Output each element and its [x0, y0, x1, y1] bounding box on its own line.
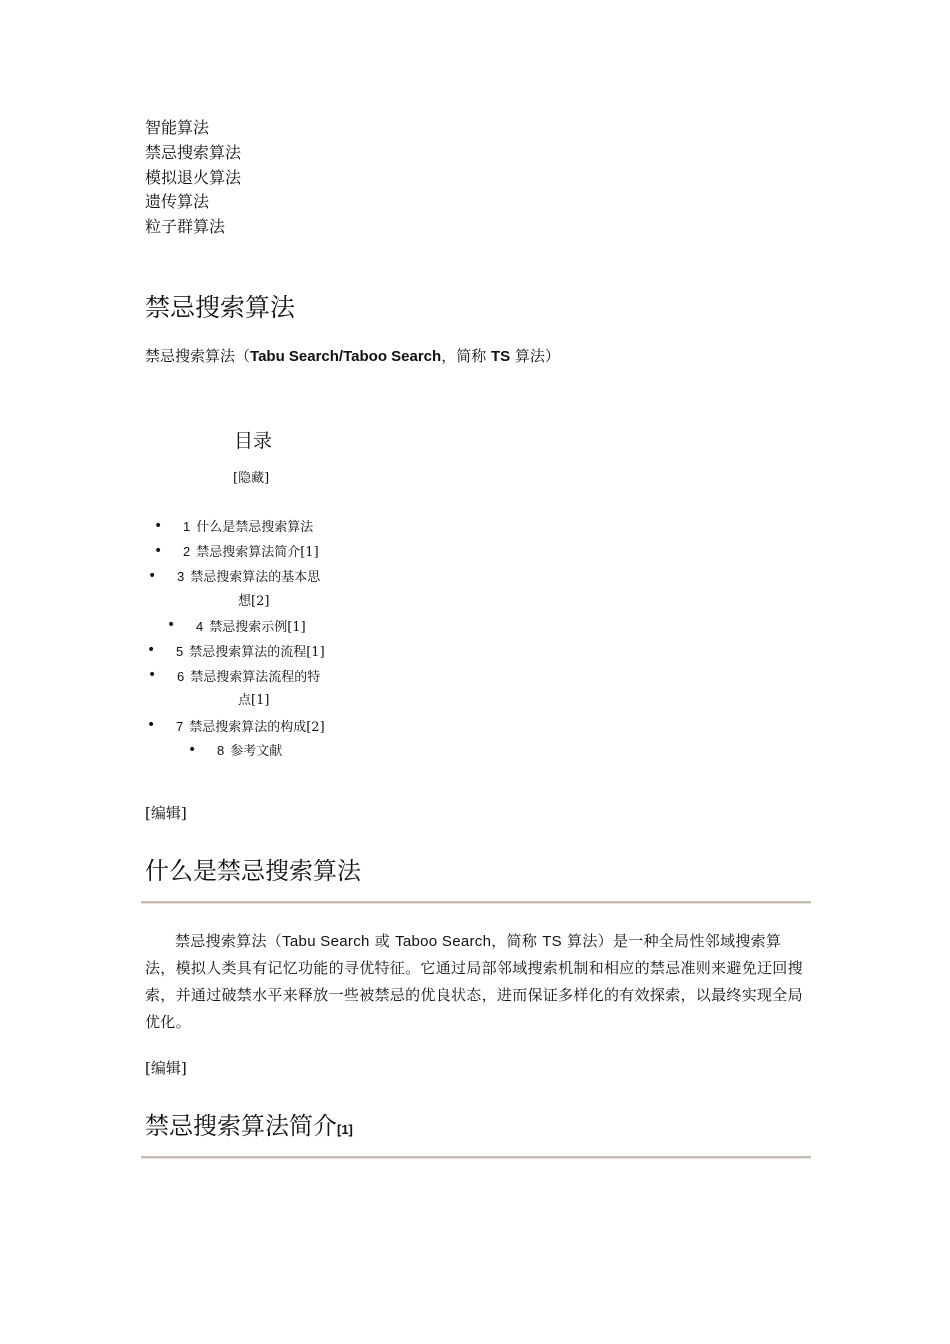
toc-item-label: 禁忌搜索算法简介[1] [196, 545, 319, 560]
nav-link-genetic-algorithm[interactable]: 遗传算法 [145, 192, 210, 211]
toc-item-3-continued[interactable]: 想[2] [238, 594, 270, 609]
section-divider [141, 1156, 811, 1159]
toc-item-number: 1 [183, 519, 191, 534]
subtitle-suffix: 算法） [510, 347, 560, 365]
article-subtitle [145, 345, 560, 368]
toc-item-3[interactable] [177, 568, 320, 587]
toc-item-5[interactable] [176, 643, 325, 662]
toc-item-number: 7 [176, 719, 184, 734]
toc-item-label: 参考文献 [230, 744, 283, 759]
toc-bullet: • [167, 617, 176, 633]
toc-bullet: • [147, 642, 156, 658]
toc-item-number: 5 [176, 644, 184, 659]
edit-link-section-2[interactable]: [编辑] [145, 1059, 187, 1077]
toc-item-label: 禁忌搜索示例[1] [209, 620, 306, 635]
citation-ref[interactable]: [1] [337, 1122, 353, 1137]
subtitle-english-name: Tabu Search/Taboo Search [250, 348, 442, 365]
toc-bullet: • [188, 742, 197, 758]
toc-item-label: 禁忌搜索算法的流程[1] [189, 645, 325, 660]
toc-bullet: • [148, 667, 157, 683]
toc-bullet: • [154, 543, 163, 559]
edit-link-section-1[interactable]: [编辑] [145, 804, 187, 822]
page-title: 禁忌搜索算法 [145, 293, 296, 322]
toc-hide-toggle[interactable]: [隐藏] [233, 471, 270, 486]
section-paragraph [145, 928, 809, 1036]
toc-item-number: 6 [177, 669, 185, 684]
toc-item-8[interactable] [217, 742, 282, 761]
section-heading-text: 禁忌搜索算法简介 [145, 1112, 337, 1140]
toc-item-7[interactable] [176, 718, 325, 737]
para-text: ，简称 [491, 932, 543, 950]
subtitle-prefix: 禁忌搜索算法（ [145, 347, 251, 365]
toc-item-2[interactable] [183, 543, 319, 562]
toc-title: 目录 [234, 430, 273, 452]
nav-link-intelligent-algorithms[interactable]: 智能算法 [145, 118, 210, 137]
toc-item-number: 3 [177, 569, 185, 584]
section-heading-what-is-tabu: 什么是禁忌搜索算法 [145, 857, 361, 885]
toc-item-number: 8 [217, 743, 225, 758]
section-divider [141, 901, 811, 904]
section-heading-tabu-intro [145, 1110, 353, 1146]
nav-link-simulated-annealing[interactable]: 模拟退火算法 [145, 168, 242, 187]
toc-item-label: 禁忌搜索算法流程的特 [190, 670, 321, 685]
para-latin: Tabu Search [282, 933, 370, 950]
subtitle-abbr: TS [490, 348, 511, 365]
toc-item-6-continued[interactable]: 点[1] [238, 693, 270, 708]
toc-item-4[interactable] [196, 618, 306, 637]
toc-item-label: 禁忌搜索算法的基本思 [190, 570, 321, 585]
toc-bullet: • [147, 717, 156, 733]
toc-bullet: • [148, 568, 157, 584]
toc-bullet: • [154, 518, 163, 534]
toc-item-number: 4 [196, 619, 204, 634]
toc-item-label: 禁忌搜索算法的构成[2] [189, 720, 325, 735]
subtitle-mid: ，简称 [441, 347, 491, 365]
para-latin: TS [542, 933, 562, 950]
toc-item-number: 2 [183, 544, 191, 559]
nav-link-particle-swarm[interactable]: 粒子群算法 [145, 217, 226, 236]
toc-item-label: 什么是禁忌搜索算法 [196, 520, 314, 535]
nav-link-tabu-search[interactable]: 禁忌搜索算法 [145, 143, 242, 162]
toc-item-6[interactable] [177, 668, 320, 687]
para-text: 或 [369, 932, 396, 950]
para-text: 禁忌搜索算法（ [175, 932, 283, 950]
toc-item-1[interactable] [183, 518, 313, 537]
para-text: 算法）是一种全局性邻域搜索算法，模拟人类具有记忆功能的寻优特征。它通过局部邻域搜索机制和相应的禁忌准则来避免迂回搜索，并通过破禁水平来释放一些被禁忌的优良状态，进而保证多样化的有效探索，以最终实现全局优化。 [145, 932, 803, 1031]
para-latin: Taboo Search [395, 933, 492, 950]
